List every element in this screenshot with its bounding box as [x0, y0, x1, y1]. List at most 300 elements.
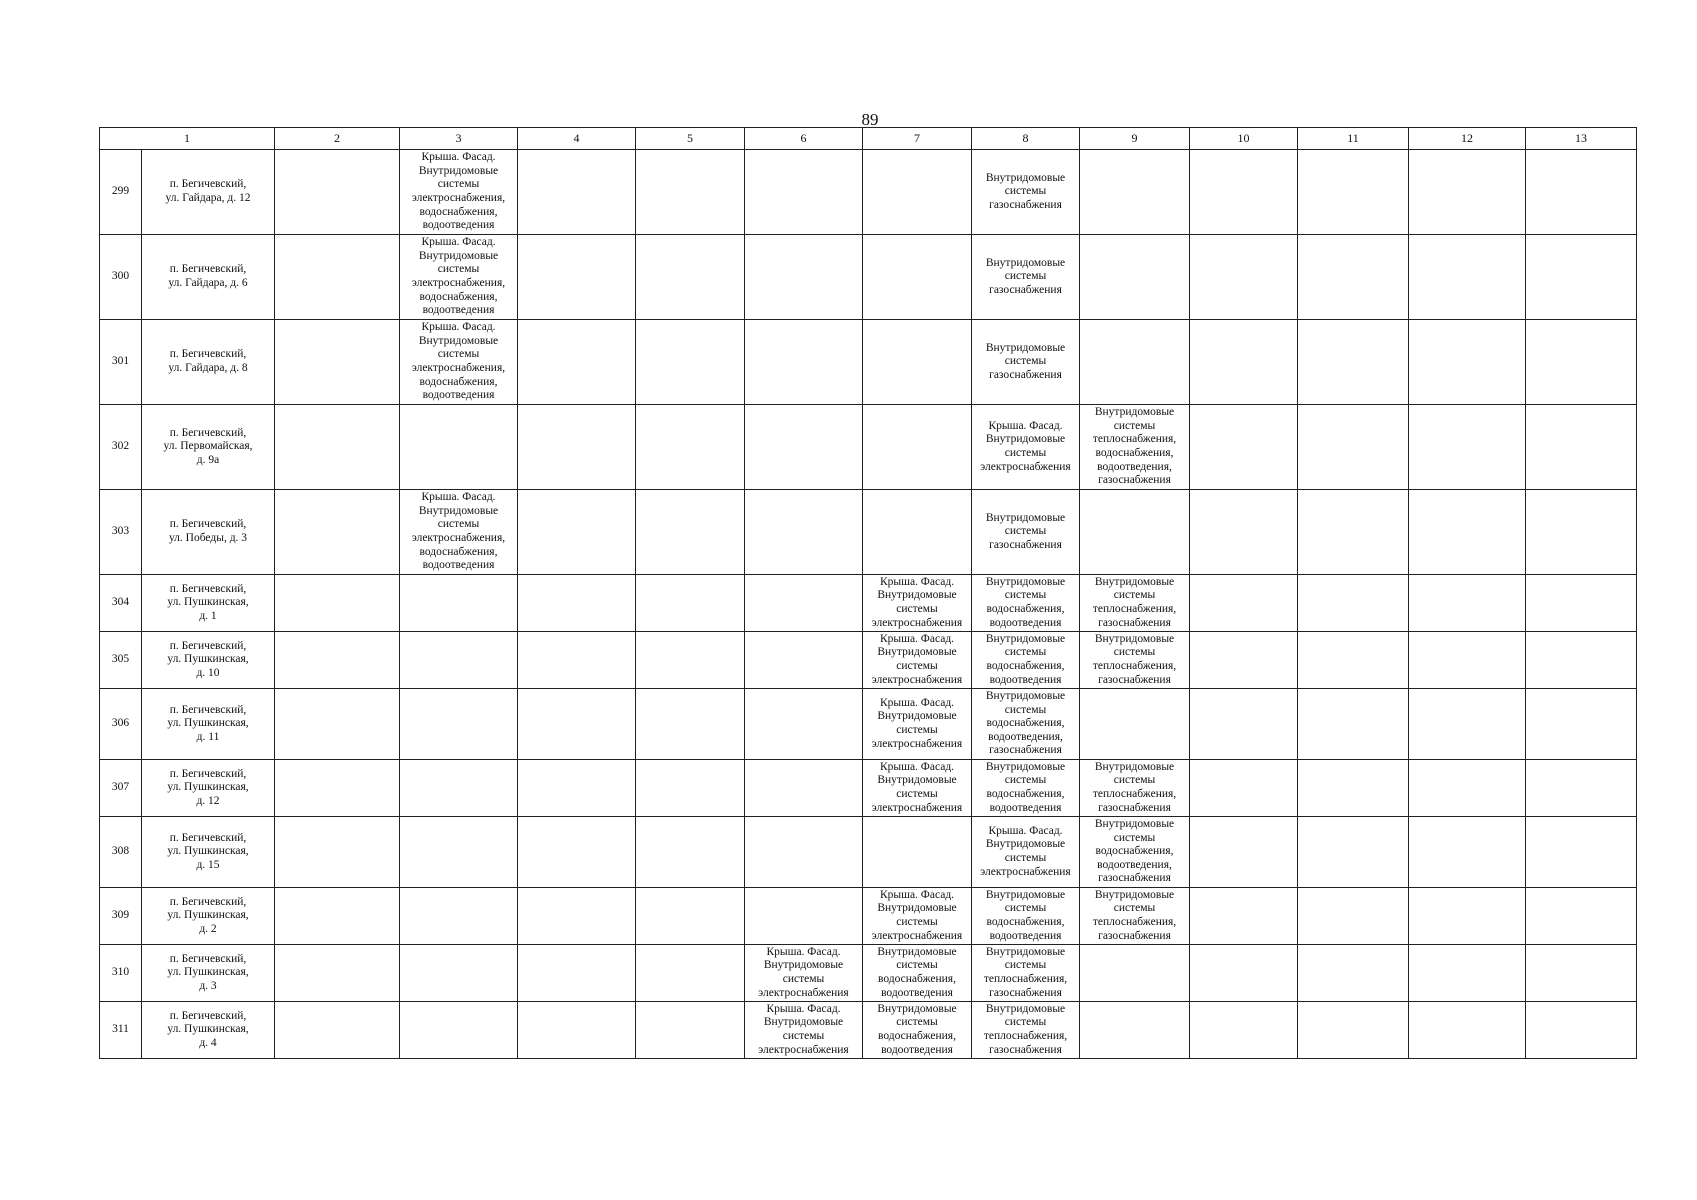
cell-text-line: Внутридомовые — [418, 334, 499, 347]
cell-text-line: системы — [1004, 589, 1047, 602]
cell-text-line: д. 11 — [196, 730, 220, 743]
cell-text-line: газоснабжения — [989, 986, 1062, 999]
cell-text-line: п. Бегичевский, — [169, 1009, 247, 1022]
cell-text-line: системы — [1004, 852, 1047, 864]
work-cell-8 — [972, 235, 1080, 320]
work-cell-4 — [518, 1002, 636, 1059]
work-cell-9 — [1080, 575, 1190, 632]
work-cell-12 — [1409, 760, 1526, 817]
work-cell-10 — [1190, 320, 1298, 405]
work-cell-4 — [518, 490, 636, 575]
address-cell — [142, 817, 275, 888]
cell-text-line: Внутридомовые — [1094, 818, 1175, 831]
work-cell-8 — [972, 150, 1080, 235]
cell-text-line: газоснабжения — [989, 283, 1062, 296]
work-cell-13 — [1526, 760, 1637, 817]
cell-text-line: ул. Гайдара, д. 8 — [168, 362, 248, 374]
cell-text-line: Внутридомовые — [763, 1016, 844, 1029]
row-number-cell: 309 — [100, 888, 142, 945]
cell-text-line: водоснабжения, — [986, 603, 1065, 615]
cell-text-line: системы — [1004, 525, 1047, 538]
row-number-cell: 301 — [100, 320, 142, 405]
cell-text-line: ул. Пушкинская, — [167, 717, 249, 730]
cell-text-line: системы — [1004, 774, 1047, 787]
cell-text-line: п. Бегичевский, — [169, 263, 247, 276]
cell-text-line: электроснабжения — [758, 986, 849, 999]
cell-text-line: системы — [782, 1030, 825, 1042]
cell-text-line: электроснабжения — [871, 929, 963, 942]
cell-text-line: Внутридомовые — [877, 710, 957, 723]
work-cell-3 — [400, 320, 518, 405]
work-cell-10 — [1190, 689, 1298, 760]
work-cell-6 — [745, 150, 863, 235]
cell-text-line: газоснабжения — [1098, 801, 1171, 814]
work-cell-9 — [1080, 888, 1190, 945]
row-number-cell: 310 — [100, 945, 142, 1002]
cell-text-line: системы — [1113, 831, 1156, 844]
address-cell — [142, 1002, 275, 1059]
cell-text-line: системы — [1004, 902, 1047, 915]
cell-text-line: системы — [896, 916, 938, 928]
column-header-9: 9 — [1080, 128, 1190, 150]
work-cell-12 — [1409, 817, 1526, 888]
work-cell-3 — [400, 632, 518, 689]
address-cell — [142, 405, 275, 490]
cell-text-line: п. Бегичевский, — [169, 767, 247, 780]
work-cell-12 — [1409, 945, 1526, 1002]
address-cell — [142, 235, 275, 320]
work-cell-9 — [1080, 945, 1190, 1002]
cell-text-line: д. 3 — [199, 979, 217, 992]
cell-text-line: Внутридомовые — [1094, 760, 1175, 773]
cell-text-line: Внутридомовые — [985, 256, 1066, 269]
work-cell-5 — [636, 760, 745, 817]
table-row — [100, 405, 1637, 490]
work-cell-6 — [745, 490, 863, 575]
work-cell-11 — [1298, 632, 1409, 689]
cell-text-line: системы — [1004, 185, 1047, 198]
cell-text-line: газоснабжения — [989, 744, 1062, 757]
cell-text-line: ул. Гайдара, д. 12 — [165, 192, 251, 204]
work-cell-11 — [1298, 490, 1409, 575]
cell-text-line: Внутридомовые — [985, 945, 1066, 958]
work-cell-11 — [1298, 575, 1409, 632]
cell-text-line: Внутридомовые — [418, 504, 499, 517]
cell-text-line: водоотведения — [989, 616, 1062, 629]
work-cell-5 — [636, 1002, 745, 1059]
work-cell-6 — [745, 817, 863, 888]
cell-text-line: водоотведения — [881, 1043, 953, 1056]
cell-text-line: д. 15 — [196, 858, 220, 871]
work-cell-3 — [400, 945, 518, 1002]
cell-text-line: водоснабжения, — [419, 375, 498, 388]
cell-text-line: системы — [1004, 703, 1047, 716]
cell-text-line: системы — [896, 959, 938, 972]
work-cell-13 — [1526, 945, 1637, 1002]
cell-text-line: Внутридомовые — [1094, 888, 1175, 901]
work-cell-5 — [636, 235, 745, 320]
work-cell-6 — [745, 575, 863, 632]
work-cell-13 — [1526, 235, 1637, 320]
cell-text-line: водоснабжения, — [1095, 447, 1174, 459]
cell-text-line: газоснабжения — [1098, 872, 1171, 885]
cell-text-line: электроснабжения, — [411, 192, 506, 204]
work-cell-8 — [972, 575, 1080, 632]
address-cell — [142, 760, 275, 817]
cell-text-line: системы — [1113, 419, 1156, 432]
work-cell-13 — [1526, 575, 1637, 632]
cell-text-line: системы — [1004, 646, 1047, 659]
cell-text-line: Внутридомовые — [418, 164, 499, 177]
cell-text-line: водоотведения — [989, 673, 1062, 686]
work-cell-8 — [972, 888, 1080, 945]
cell-text-line: д. 9а — [196, 453, 220, 466]
cell-text-line: Внутридомовые — [877, 1002, 957, 1015]
cell-text-line: п. Бегичевский, — [169, 831, 247, 844]
cell-text-line: Крыша. Фасад. — [879, 888, 955, 901]
work-cell-6 — [745, 1002, 863, 1059]
work-cell-8 — [972, 320, 1080, 405]
table-body — [100, 150, 1637, 1059]
cell-text-line: водоснабжения, — [986, 717, 1065, 730]
cell-text-line: Крыша. Фасад. — [879, 696, 955, 709]
work-cell-8 — [972, 760, 1080, 817]
cell-text-line: ул. Гайдара, д. 6 — [168, 277, 248, 289]
cell-text-line: Внутридомовые — [418, 249, 499, 262]
work-cell-12 — [1409, 689, 1526, 760]
table-row — [100, 689, 1637, 760]
cell-text-line: водоснабжения, — [419, 545, 498, 558]
column-header-12: 12 — [1409, 128, 1526, 150]
work-cell-5 — [636, 945, 745, 1002]
work-cell-3 — [400, 760, 518, 817]
work-cell-2 — [275, 150, 400, 235]
cell-text-line: ул. Пушкинская, — [167, 596, 249, 609]
work-cell-12 — [1409, 150, 1526, 235]
work-cell-3 — [400, 575, 518, 632]
cell-text-line: Внутридомовые — [985, 632, 1066, 645]
work-cell-4 — [518, 575, 636, 632]
cell-text-line: водоотведения — [422, 559, 495, 572]
cell-text-line: п. Бегичевский, — [169, 895, 247, 908]
work-cell-13 — [1526, 1002, 1637, 1059]
work-cell-5 — [636, 689, 745, 760]
work-cell-7 — [863, 150, 972, 235]
cell-text-line: системы — [896, 788, 938, 800]
cell-text-line: Крыша. Фасад. — [879, 632, 955, 645]
cell-text-line: теплоснабжения, — [1092, 788, 1177, 800]
work-cell-13 — [1526, 888, 1637, 945]
cell-text-line: электроснабжения — [871, 737, 963, 750]
row-number-cell: 299 — [100, 150, 142, 235]
work-cell-3 — [400, 150, 518, 235]
address-cell — [142, 490, 275, 575]
table-row — [100, 150, 1637, 235]
cell-text-line: системы — [896, 660, 938, 672]
work-cell-5 — [636, 632, 745, 689]
cell-text-line: ул. Пушкинская, — [167, 781, 249, 794]
cell-text-line: водоотведения — [989, 801, 1062, 814]
cell-text-line: системы — [437, 178, 480, 191]
work-cell-2 — [275, 817, 400, 888]
cell-text-line: Внутридомовые — [985, 171, 1066, 184]
work-cell-8 — [972, 689, 1080, 760]
cell-text-line: Внутридомовые — [985, 511, 1066, 524]
work-cell-6 — [745, 235, 863, 320]
cell-text-line: Внутридомовые — [1094, 632, 1175, 645]
work-cell-4 — [518, 150, 636, 235]
cell-text-line: водоснабжения, — [1095, 845, 1174, 858]
work-cell-11 — [1298, 817, 1409, 888]
work-cell-10 — [1190, 760, 1298, 817]
row-number-cell: 307 — [100, 760, 142, 817]
work-cell-4 — [518, 689, 636, 760]
cell-text-line: электроснабжения, — [411, 532, 506, 544]
cell-text-line: Внутридомовые — [985, 341, 1066, 354]
cell-text-line: п. Бегичевский, — [169, 952, 247, 965]
cell-text-line: ул. Пушкинская, — [167, 966, 249, 979]
work-cell-7 — [863, 405, 972, 490]
work-cell-4 — [518, 632, 636, 689]
cell-text-line: системы — [782, 973, 825, 985]
table-row — [100, 235, 1637, 320]
cell-text-line: Внутридомовые — [763, 959, 844, 972]
work-cell-3 — [400, 490, 518, 575]
cell-text-line: ул. Пушкинская, — [167, 845, 249, 858]
work-cell-3 — [400, 235, 518, 320]
address-cell — [142, 320, 275, 405]
cell-text-line: п. Бегичевский, — [169, 426, 247, 439]
work-cell-3 — [400, 1002, 518, 1059]
work-cell-11 — [1298, 320, 1409, 405]
work-cell-7 — [863, 689, 972, 760]
cell-text-line: системы — [1113, 589, 1156, 602]
work-cell-5 — [636, 575, 745, 632]
work-cell-10 — [1190, 150, 1298, 235]
table-row — [100, 490, 1637, 575]
cell-text-line: системы — [1113, 646, 1156, 659]
address-cell — [142, 945, 275, 1002]
cell-text-line: системы — [1004, 1016, 1047, 1029]
cell-text-line: теплоснабжения, — [1092, 916, 1177, 928]
work-cell-6 — [745, 405, 863, 490]
address-cell — [142, 150, 275, 235]
work-cell-7 — [863, 945, 972, 1002]
work-cell-2 — [275, 1002, 400, 1059]
work-cell-3 — [400, 405, 518, 490]
cell-text-line: п. Бегичевский, — [169, 639, 247, 652]
work-cell-4 — [518, 405, 636, 490]
row-number-cell: 311 — [100, 1002, 142, 1059]
cell-text-line: водоснабжения, — [419, 290, 498, 303]
cell-text-line: водоснабжения, — [419, 205, 498, 218]
cell-text-line: системы — [437, 518, 480, 531]
work-cell-7 — [863, 760, 972, 817]
work-cell-11 — [1298, 888, 1409, 945]
cell-text-line: водоснабжения, — [878, 1030, 956, 1042]
work-cell-3 — [400, 689, 518, 760]
cell-text-line: электроснабжения — [871, 673, 963, 686]
work-cell-6 — [745, 632, 863, 689]
work-cell-8 — [972, 945, 1080, 1002]
cell-text-line: водоотведения, — [1097, 460, 1172, 473]
work-cell-12 — [1409, 320, 1526, 405]
cell-text-line: газоснабжения — [1098, 673, 1171, 686]
work-cell-7 — [863, 632, 972, 689]
row-number-cell: 305 — [100, 632, 142, 689]
cell-text-line: теплоснабжения, — [983, 973, 1068, 985]
work-cell-13 — [1526, 817, 1637, 888]
work-cell-8 — [972, 490, 1080, 575]
work-cell-11 — [1298, 405, 1409, 490]
cell-text-line: водоотведения — [881, 986, 953, 999]
cell-text-line: водоснабжения, — [986, 660, 1065, 672]
cell-text-line: ул. Первомайская, — [163, 440, 253, 453]
work-cell-7 — [863, 490, 972, 575]
cell-text-line: водоотведения — [989, 929, 1062, 942]
work-cell-9 — [1080, 817, 1190, 888]
work-cell-9 — [1080, 405, 1190, 490]
cell-text-line: д. 2 — [199, 922, 217, 935]
table-row — [100, 575, 1637, 632]
cell-text-line: газоснабжения — [1098, 929, 1171, 942]
work-cell-2 — [275, 689, 400, 760]
work-cell-13 — [1526, 320, 1637, 405]
work-cell-10 — [1190, 405, 1298, 490]
work-cell-4 — [518, 817, 636, 888]
cell-text-line: Крыша. Фасад. — [766, 1002, 841, 1015]
work-cell-5 — [636, 320, 745, 405]
column-header-10: 10 — [1190, 128, 1298, 150]
cell-text-line: Крыша. Фасад. — [879, 760, 955, 773]
column-header-7: 7 — [863, 128, 972, 150]
work-cell-4 — [518, 320, 636, 405]
work-cell-11 — [1298, 760, 1409, 817]
work-cell-9 — [1080, 320, 1190, 405]
cell-text-line: п. Бегичевский, — [169, 518, 247, 531]
work-cell-6 — [745, 689, 863, 760]
work-cell-8 — [972, 405, 1080, 490]
cell-text-line: электроснабжения, — [411, 362, 506, 374]
cell-text-line: газоснабжения — [1098, 474, 1171, 487]
work-cell-4 — [518, 760, 636, 817]
cell-text-line: ул. Пушкинская, — [167, 909, 249, 922]
cell-text-line: системы — [896, 1016, 938, 1029]
row-number-cell: 306 — [100, 689, 142, 760]
cell-text-line: электроснабжения — [758, 1043, 849, 1056]
table-row — [100, 888, 1637, 945]
cell-text-line: электроснабжения — [871, 801, 963, 814]
work-cell-2 — [275, 405, 400, 490]
work-cell-12 — [1409, 235, 1526, 320]
cell-text-line: Внутридомовые — [985, 433, 1066, 446]
column-header-6: 6 — [745, 128, 863, 150]
work-cell-2 — [275, 575, 400, 632]
table-row — [100, 945, 1637, 1002]
cell-text-line: Внутридомовые — [877, 589, 957, 602]
work-cell-7 — [863, 235, 972, 320]
work-cell-6 — [745, 320, 863, 405]
cell-text-line: Внутридомовые — [985, 575, 1066, 588]
work-cell-2 — [275, 888, 400, 945]
work-cell-2 — [275, 490, 400, 575]
address-cell — [142, 632, 275, 689]
work-cell-12 — [1409, 888, 1526, 945]
cell-text-line: д. 1 — [199, 609, 217, 622]
work-cell-2 — [275, 235, 400, 320]
work-cell-2 — [275, 320, 400, 405]
work-cell-6 — [745, 760, 863, 817]
work-cell-8 — [972, 1002, 1080, 1059]
cell-text-line: Крыша. Фасад. — [421, 491, 496, 504]
page-number: 89 — [861, 110, 879, 129]
cell-text-line: Внутридомовые — [877, 945, 957, 958]
work-cell-13 — [1526, 150, 1637, 235]
work-cell-12 — [1409, 632, 1526, 689]
cell-text-line: газоснабжения — [989, 368, 1062, 381]
work-cell-10 — [1190, 888, 1298, 945]
cell-text-line: Крыша. Фасад. — [879, 575, 955, 588]
cell-text-line: Крыша. Фасад. — [421, 151, 496, 164]
cell-text-line: водоотведения — [422, 389, 495, 402]
cell-text-line: водоотведения — [422, 219, 495, 232]
cell-text-line: Крыша. Фасад. — [988, 419, 1063, 432]
cell-text-line: газоснабжения — [989, 538, 1062, 551]
work-cell-13 — [1526, 689, 1637, 760]
work-cell-5 — [636, 888, 745, 945]
cell-text-line: электроснабжения — [980, 865, 1071, 878]
work-cell-4 — [518, 945, 636, 1002]
work-cell-8 — [972, 817, 1080, 888]
cell-text-line: газоснабжения — [989, 1043, 1062, 1056]
cell-text-line: Внутридомовые — [985, 888, 1066, 901]
work-cell-10 — [1190, 235, 1298, 320]
cell-text-line: водоснабжения, — [986, 916, 1065, 928]
work-cell-4 — [518, 888, 636, 945]
cell-text-line: водоотведения — [422, 304, 495, 317]
work-cell-8 — [972, 632, 1080, 689]
cell-text-line: теплоснабжения, — [983, 1030, 1068, 1042]
cell-text-line: Внутридомовые — [877, 774, 957, 787]
work-cell-11 — [1298, 150, 1409, 235]
row-number-cell: 303 — [100, 490, 142, 575]
row-number-cell: 304 — [100, 575, 142, 632]
work-cell-3 — [400, 817, 518, 888]
column-header-3: 3 — [400, 128, 518, 150]
work-cell-7 — [863, 320, 972, 405]
cell-text-line: Внутридомовые — [877, 646, 957, 659]
work-cell-12 — [1409, 405, 1526, 490]
work-cell-13 — [1526, 490, 1637, 575]
cell-text-line: ул. Пушкинская, — [167, 653, 249, 666]
cell-text-line: п. Бегичевский, — [169, 582, 247, 595]
cell-text-line: системы — [896, 724, 938, 736]
cell-text-line: системы — [1004, 355, 1047, 368]
cell-text-line: Внутридомовые — [985, 690, 1066, 703]
cell-text-line: электроснабжения, — [411, 277, 506, 289]
work-cell-13 — [1526, 405, 1637, 490]
cell-text-line: теплоснабжения, — [1092, 603, 1177, 615]
work-cell-5 — [636, 405, 745, 490]
cell-text-line: системы — [1004, 447, 1047, 459]
cell-text-line: Внутридомовые — [877, 902, 957, 915]
cell-text-line: водоотведения, — [1097, 858, 1172, 871]
cell-text-line: теплоснабжения, — [1092, 660, 1177, 672]
column-header-4: 4 — [518, 128, 636, 150]
work-cell-9 — [1080, 235, 1190, 320]
work-cell-3 — [400, 888, 518, 945]
work-cell-2 — [275, 945, 400, 1002]
